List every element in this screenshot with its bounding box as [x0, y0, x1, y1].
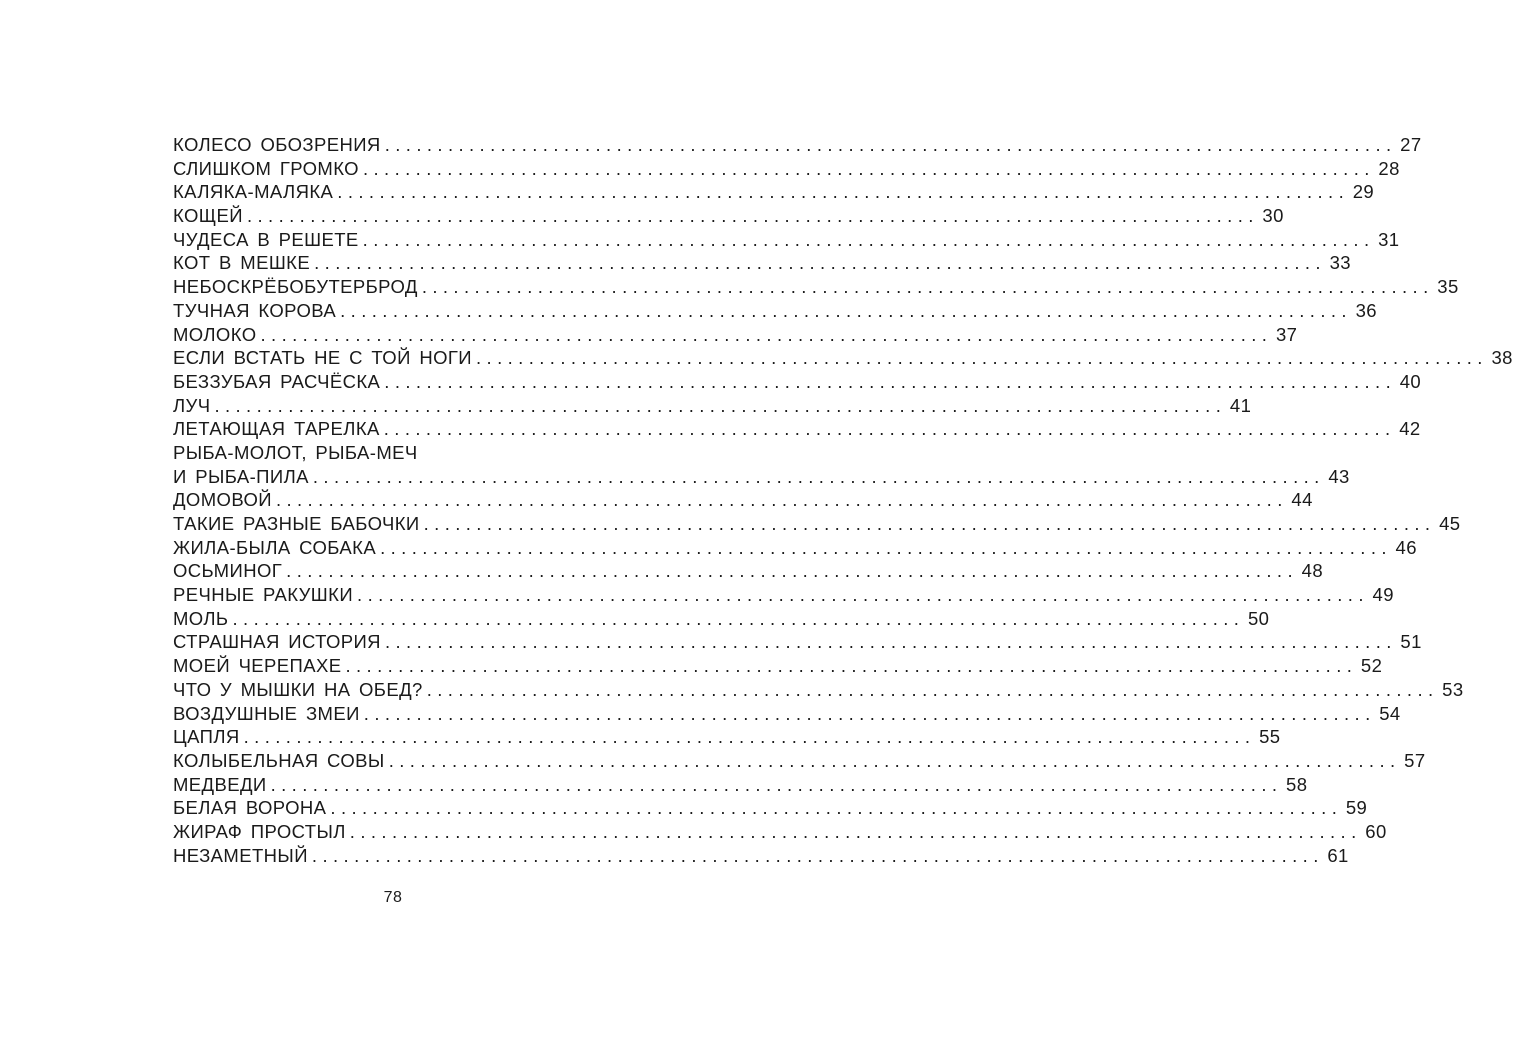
toc-dot-leader: ................................................................................................ — [314, 252, 1326, 274]
toc-entry-title: ТАКИЕ РАЗНЫЕ БАБОЧКИ — [173, 513, 420, 534]
toc-entry-page: 36 — [1355, 299, 1377, 321]
toc-entry-page: 50 — [1247, 607, 1270, 629]
toc-entry-title: ЧТО У МЫШКИ НА ОБЕД? — [173, 678, 423, 700]
toc-dot-leader: ................................................................................................ — [337, 181, 1350, 203]
toc-entry-page: 33 — [1329, 252, 1351, 274]
toc-entry-page: 57 — [1404, 749, 1426, 771]
toc-entry-title: ЛЕТАЮЩАЯ ТАРЕЛКА — [173, 418, 380, 440]
toc-dot-leader: ................................................................................................ — [260, 323, 1273, 345]
toc-dot-leader: ................................................................................................ — [349, 820, 1362, 842]
toc-dot-leader: ................................................................................................ — [214, 394, 1227, 416]
toc-entry — [173, 678, 1464, 702]
toc-entry-page: 37 — [1275, 323, 1298, 345]
toc-entry-page: 49 — [1372, 584, 1394, 606]
toc-entry-title: ДОМОВОЙ — [173, 489, 272, 511]
toc-entry-title: КОЩЕЙ — [173, 205, 243, 227]
toc-dot-leader: ................................................................................................ — [312, 465, 1325, 487]
toc-entry — [173, 559, 1324, 583]
toc-dot-leader: ................................................................................................ — [311, 844, 1324, 866]
toc-entry — [173, 299, 1377, 323]
toc-entry — [173, 725, 1281, 749]
toc-entry-title: НЕЗАМЕТНЫЙ — [173, 844, 308, 866]
toc-entry-page: 61 — [1327, 844, 1349, 866]
toc-entry-title: МОЕЙ ЧЕРЕПАХЕ — [173, 655, 342, 677]
toc-entry-page: 48 — [1301, 560, 1324, 582]
toc-entry — [173, 536, 1417, 560]
toc-entry — [173, 133, 1422, 157]
toc-entry — [173, 773, 1308, 797]
toc-entry — [173, 630, 1422, 654]
toc-entry — [173, 465, 1350, 489]
toc-entry — [173, 512, 1461, 536]
toc-entry — [173, 204, 1284, 228]
toc-entry-title: КОЛЕСО ОБОЗРЕНИЯ — [173, 134, 381, 155]
toc-entry-title: ТУЧНАЯ КОРОВА — [173, 299, 337, 321]
toc-entry-title: ЖИЛА-БЫЛА СОБАКА — [173, 536, 377, 558]
toc-entry-title: И РЫБА-ПИЛА — [173, 465, 309, 487]
toc-entry-page: 59 — [1345, 797, 1368, 819]
toc-dot-leader: ................................................................................................ — [345, 655, 1358, 677]
toc-entry-page: 55 — [1259, 726, 1281, 748]
toc-entry — [173, 583, 1394, 607]
toc-dot-leader: ................................................................................................ — [388, 749, 1401, 771]
toc-entry-page: 51 — [1400, 631, 1422, 653]
toc-entry-page: 52 — [1360, 655, 1383, 677]
toc-dot-leader: ................................................................................................ — [476, 347, 1488, 369]
toc-entry — [173, 323, 1298, 347]
toc-dot-leader: ................................................................................................ — [275, 489, 1288, 511]
toc-entry-page: 60 — [1365, 820, 1387, 842]
toc-entry-page: 29 — [1352, 181, 1375, 203]
toc-entry-page: 31 — [1378, 228, 1400, 250]
toc-entry — [173, 820, 1387, 844]
toc-entry-page: 27 — [1400, 134, 1422, 155]
toc-entry-page: 43 — [1328, 465, 1350, 487]
toc-entry-page: 58 — [1286, 773, 1308, 795]
toc-entry-title: МОЛЬ — [173, 607, 229, 629]
toc-entry-title: БЕЗЗУБАЯ РАСЧЁСКА — [173, 370, 381, 392]
toc-entry-title: ВОЗДУШНЫЕ ЗМЕИ — [173, 702, 360, 724]
toc-entry-page: 44 — [1291, 489, 1313, 511]
toc-entry-page: 40 — [1399, 370, 1422, 392]
toc-entry — [173, 370, 1422, 394]
toc-dot-leader: ................................................................................................ — [286, 560, 1299, 582]
toc-dot-leader: ................................................................................................ — [357, 584, 1369, 606]
toc-entry-page: 28 — [1378, 157, 1400, 179]
toc-dot-leader: ................................................................................................ — [362, 228, 1375, 250]
toc-dot-leader: ................................................................................................ — [384, 631, 1397, 653]
toc-entry — [173, 251, 1351, 275]
toc-entry-page: 54 — [1379, 702, 1401, 724]
toc-entry — [173, 844, 1349, 868]
toc-entry-page: 41 — [1229, 394, 1252, 416]
toc-dot-leader: ................................................................................................ — [243, 726, 1256, 748]
toc-entry-page: 30 — [1262, 205, 1284, 227]
toc-entry-title: СТРАШНАЯ ИСТОРИЯ — [173, 631, 381, 653]
toc-dot-leader: ................................................................................................ — [232, 607, 1245, 629]
toc-entry-title: МОЛОКО — [173, 323, 257, 345]
toc-dot-leader: ................................................................................................ — [426, 678, 1439, 700]
toc-dot-leader: ................................................................................................ — [384, 134, 1397, 155]
toc-dot-leader: ................................................................................................ — [340, 299, 1352, 321]
toc-entry — [173, 180, 1375, 204]
toc-entry — [173, 749, 1426, 773]
toc-entry — [173, 702, 1401, 726]
toc-dot-leader: ................................................................................................ — [246, 205, 1259, 227]
toc-entry-title: КАЛЯКА-МАЛЯКА — [173, 181, 334, 203]
toc-entry — [173, 796, 1368, 820]
toc-entry-page: 45 — [1439, 513, 1461, 534]
toc-entry-title: ОСЬМИНОГ — [173, 560, 283, 582]
toc-entry-title: СЛИШКОМ ГРОМКО — [173, 157, 359, 179]
toc-dot-leader: ................................................................................................ — [421, 276, 1434, 298]
toc-entry-page: 35 — [1437, 276, 1459, 298]
toc-entry-title: ЦАПЛЯ — [173, 726, 240, 748]
table-of-contents — [173, 133, 1513, 867]
toc-dot-leader: ................................................................................................ — [384, 370, 1397, 392]
toc-entry — [173, 157, 1400, 181]
toc-dot-leader: ................................................................................................ — [380, 536, 1392, 558]
toc-entry — [173, 654, 1383, 678]
toc-dot-leader: ................................................................................................ — [363, 702, 1376, 724]
toc-dot-leader: ................................................................................................ — [330, 797, 1343, 819]
toc-entry — [173, 488, 1313, 512]
toc-entry-title: БЕЛАЯ ВОРОНА — [173, 797, 327, 819]
toc-entry-title: НЕБОСКРЁБОБУТЕРБРОД — [173, 276, 418, 298]
toc-entry-title: ЧУДЕСА В РЕШЕТЕ — [173, 228, 359, 250]
toc-entry-title: КОТ В МЕШКЕ — [173, 252, 311, 274]
toc-dot-leader: ................................................................................................ — [270, 773, 1283, 795]
toc-entry-title: РЕЧНЫЕ РАКУШКИ — [173, 584, 354, 606]
toc-entry — [173, 417, 1421, 441]
toc-entry — [173, 275, 1459, 299]
toc-entry-title: ЕСЛИ ВСТАТЬ НЕ С ТОЙ НОГИ — [173, 347, 472, 369]
toc-entry — [173, 394, 1252, 418]
toc-entry-title: ЖИРАФ ПРОСТЫЛ — [173, 820, 346, 842]
toc-entry-title: МЕДВЕДИ — [173, 773, 267, 795]
toc-entry — [173, 228, 1400, 252]
toc-entry — [173, 607, 1270, 631]
toc-dot-leader: ................................................................................................ — [383, 418, 1396, 440]
toc-entry-page: 38 — [1491, 347, 1513, 369]
toc-entry-title-first-line: РЫБА-МОЛОТ, РЫБА-МЕЧ — [173, 441, 418, 463]
toc-entry-page: 46 — [1395, 536, 1417, 558]
toc-dot-leader: ................................................................................................ — [423, 513, 1436, 534]
page-number: 78 — [383, 889, 403, 906]
toc-dot-leader: ................................................................................................ — [362, 157, 1375, 179]
toc-entry-title: КОЛЫБЕЛЬНАЯ СОВЫ — [173, 749, 385, 771]
toc-entry-page: 53 — [1442, 678, 1464, 700]
toc-entry-page: 42 — [1399, 418, 1421, 440]
toc-entry — [173, 346, 1513, 370]
toc-entry-title: ЛУЧ — [173, 394, 211, 416]
